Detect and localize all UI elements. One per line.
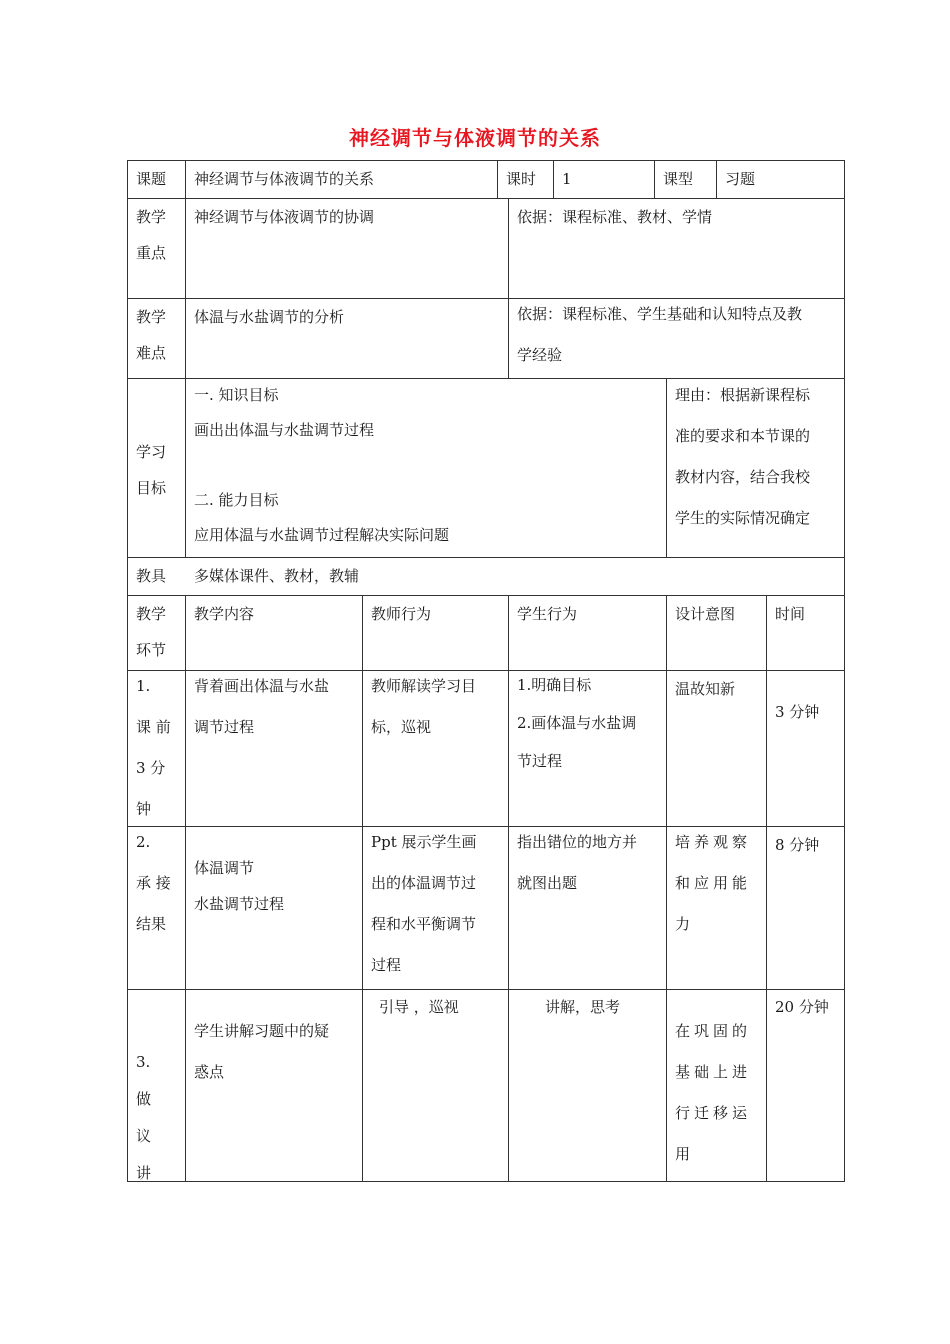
difficulty-label: 教学 难点 [136, 308, 167, 362]
tools-label: 教具 [136, 567, 167, 585]
student-cell: 指出错位的地方并 就图出题 [517, 833, 638, 892]
column-header-intent: 设计意图 [675, 605, 736, 623]
stage-cell: 2. 承 接 结果 [136, 833, 171, 933]
subject-label: 课题 [136, 170, 167, 188]
column-header-student: 学生行为 [517, 605, 578, 623]
column-header-content: 教学内容 [194, 605, 255, 623]
tools-value: 多媒体课件、教材，教辅 [194, 567, 360, 585]
key-point-basis: 依据：课程标准、教材、学情 [517, 208, 713, 226]
intent-cell: 在巩固的 基础上进 行迁移运 用 [675, 1022, 752, 1163]
content-cell: 背着画出体温与水盐 调节过程 [194, 677, 330, 736]
stage-cell: 1. [136, 677, 151, 695]
stage-cell: 3 分 [136, 759, 166, 777]
objectives-list: 一. 知识目标 画出出体温与水盐调节过程 二. 能力目标 应用体温与水盐调节过程解决实际问题 [194, 386, 450, 544]
student-cell: 讲解，思考 [545, 998, 621, 1016]
teacher-cell: Ppt 展示学生画 出的体温调节过 程和水平衡调节 过程 [371, 833, 477, 974]
difficulty-basis: 依据：课程标准、学生基础和认知特点及教 学经验 [517, 305, 803, 364]
intent-cell: 温故知新 [675, 680, 736, 698]
type-label: 课型 [663, 170, 694, 188]
intent-cell: 培养观察 和应用能 力 [675, 833, 752, 933]
student-cell: 1.明确目标 2.画体温与水盐调 节过程 [517, 676, 637, 770]
content-cell: 体温调节 水盐调节过程 [194, 859, 285, 913]
key-point-content: 神经调节与体液调节的协调 [194, 208, 375, 226]
column-header-teacher: 教师行为 [371, 605, 432, 623]
time-cell: 3 分钟 [775, 703, 820, 721]
stage-cell: 钟 [136, 800, 152, 818]
period-label: 课时 [506, 170, 537, 188]
type-value: 习题 [725, 170, 756, 188]
key-point-label: 教学 重点 [136, 208, 167, 262]
stage-cell: 课 前 [136, 718, 171, 736]
document-title: 神经调节与体液调节的关系 [349, 126, 601, 150]
teacher-cell: 教师解读学习目 标，巡视 [371, 677, 477, 736]
content-cell: 学生讲解习题中的疑 惑点 [194, 1022, 330, 1081]
time-cell: 20 分钟 [775, 998, 829, 1016]
column-header-stage: 教学 环节 [136, 605, 167, 659]
period-value: 1 [562, 170, 572, 188]
objectives-label: 学习 目标 [136, 443, 167, 497]
table-row [127, 662, 185, 830]
column-header-time: 时间 [775, 605, 806, 623]
teacher-cell: 引导 ，巡视 [379, 998, 459, 1016]
subject-value: 神经调节与体液调节的关系 [194, 170, 375, 188]
stage-cell: 3. 做 议 讲 [136, 1053, 152, 1182]
objectives-reason: 理由：根据新课程标 准的要求和本节课的 教材内容，结合我校 学生的实际情况确定 [675, 386, 811, 527]
difficulty-content: 体温与水盐调节的分析 [194, 308, 345, 326]
time-cell: 8 分钟 [775, 836, 820, 854]
